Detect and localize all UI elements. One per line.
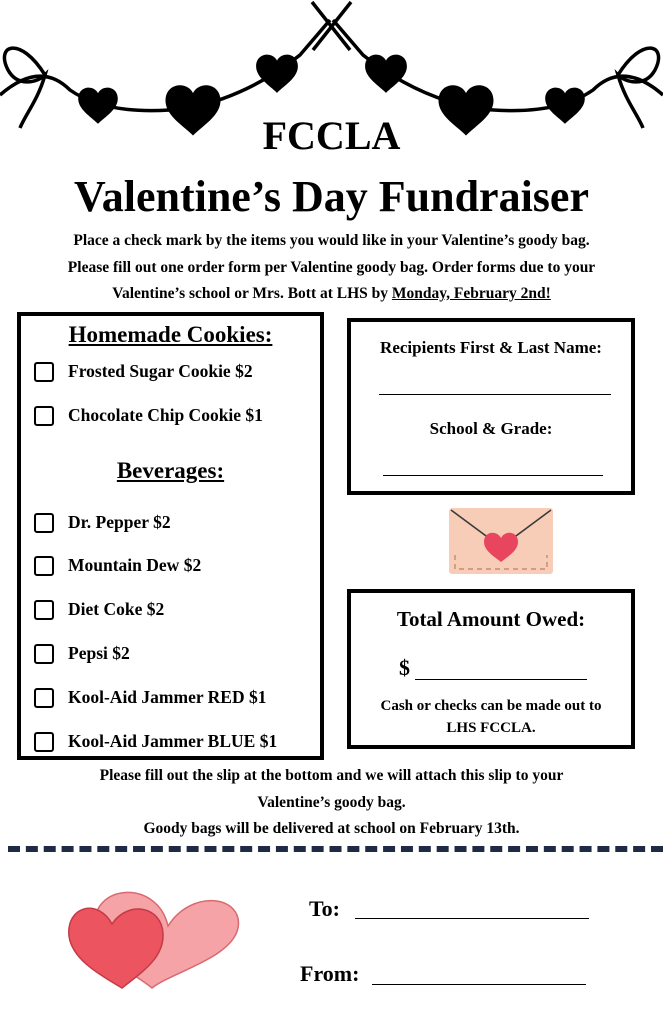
currency-symbol: $ <box>399 655 410 680</box>
item-label: Pepsi $2 <box>68 643 130 663</box>
footer-line: Please fill out the slip at the bottom and we will attach this slip to your <box>99 767 564 784</box>
order-item[interactable] <box>34 643 130 664</box>
order-item[interactable] <box>34 512 171 533</box>
total-amount-field[interactable] <box>415 679 587 680</box>
payment-note-line: LHS FCCLA. <box>446 720 536 736</box>
checkbox[interactable] <box>34 362 54 382</box>
order-item[interactable] <box>34 731 277 752</box>
total-box <box>347 589 635 749</box>
item-label: Kool-Aid Jammer RED $1 <box>68 687 267 707</box>
envelope-heart-icon <box>448 507 554 575</box>
order-items-box <box>17 312 324 760</box>
due-date: Monday, February 2nd! <box>391 285 551 302</box>
to-field[interactable] <box>355 918 589 919</box>
payment-note <box>351 695 631 739</box>
order-item[interactable] <box>34 361 253 382</box>
to-label: To: <box>309 896 340 921</box>
footer-instructions <box>8 763 655 843</box>
from-field[interactable] <box>372 984 586 985</box>
recipient-name-field[interactable] <box>379 394 611 395</box>
checkbox[interactable] <box>34 513 54 533</box>
total-label: Total Amount Owed: <box>396 607 586 631</box>
recipient-box <box>347 318 635 495</box>
item-label: Frosted Sugar Cookie $2 <box>68 361 253 381</box>
cut-line-divider <box>8 846 663 852</box>
instructions <box>8 228 655 308</box>
item-label: Diet Coke $2 <box>68 599 165 619</box>
instructions-line: Please fill out one order form per Valentine goody bag. Order forms due to your <box>67 258 596 276</box>
two-hearts-icon <box>60 876 245 994</box>
item-label: Kool-Aid Jammer BLUE $1 <box>68 731 278 751</box>
school-grade-label: School & Grade: <box>429 419 553 438</box>
cookies-heading: Homemade Cookies: <box>68 322 273 347</box>
order-item[interactable] <box>34 555 201 576</box>
checkbox[interactable] <box>34 732 54 752</box>
beverages-heading: Beverages: <box>116 458 225 483</box>
instructions-line-text: Valentine’s school or Mrs. Bott at LHS by <box>112 285 392 302</box>
checkbox[interactable] <box>34 600 54 620</box>
org-name: FCCLA <box>262 113 401 158</box>
item-label: Chocolate Chip Cookie $1 <box>68 405 263 425</box>
checkbox[interactable] <box>34 406 54 426</box>
footer-line: Goody bags will be delivered at school on February 13th. <box>143 820 520 837</box>
instructions-line <box>8 281 655 308</box>
order-item[interactable] <box>34 687 266 708</box>
page-title: Valentine’s Day Fundraiser <box>74 172 589 221</box>
order-item[interactable] <box>34 599 164 620</box>
item-label: Mountain Dew $2 <box>68 555 202 575</box>
from-label: From: <box>300 961 360 986</box>
checkbox[interactable] <box>34 688 54 708</box>
payment-note-line: Cash or checks can be made out to <box>380 698 602 714</box>
checkbox[interactable] <box>34 644 54 664</box>
item-label: Dr. Pepper $2 <box>68 512 171 532</box>
school-grade-field[interactable] <box>383 475 603 476</box>
order-item[interactable] <box>34 405 263 426</box>
footer-line: Valentine’s goody bag. <box>257 793 406 811</box>
recipient-name-label: Recipients First & Last Name: <box>380 338 602 357</box>
instructions-line: Place a check mark by the items you would like in your Valentine’s goody bag. <box>73 232 590 249</box>
checkbox[interactable] <box>34 556 54 576</box>
